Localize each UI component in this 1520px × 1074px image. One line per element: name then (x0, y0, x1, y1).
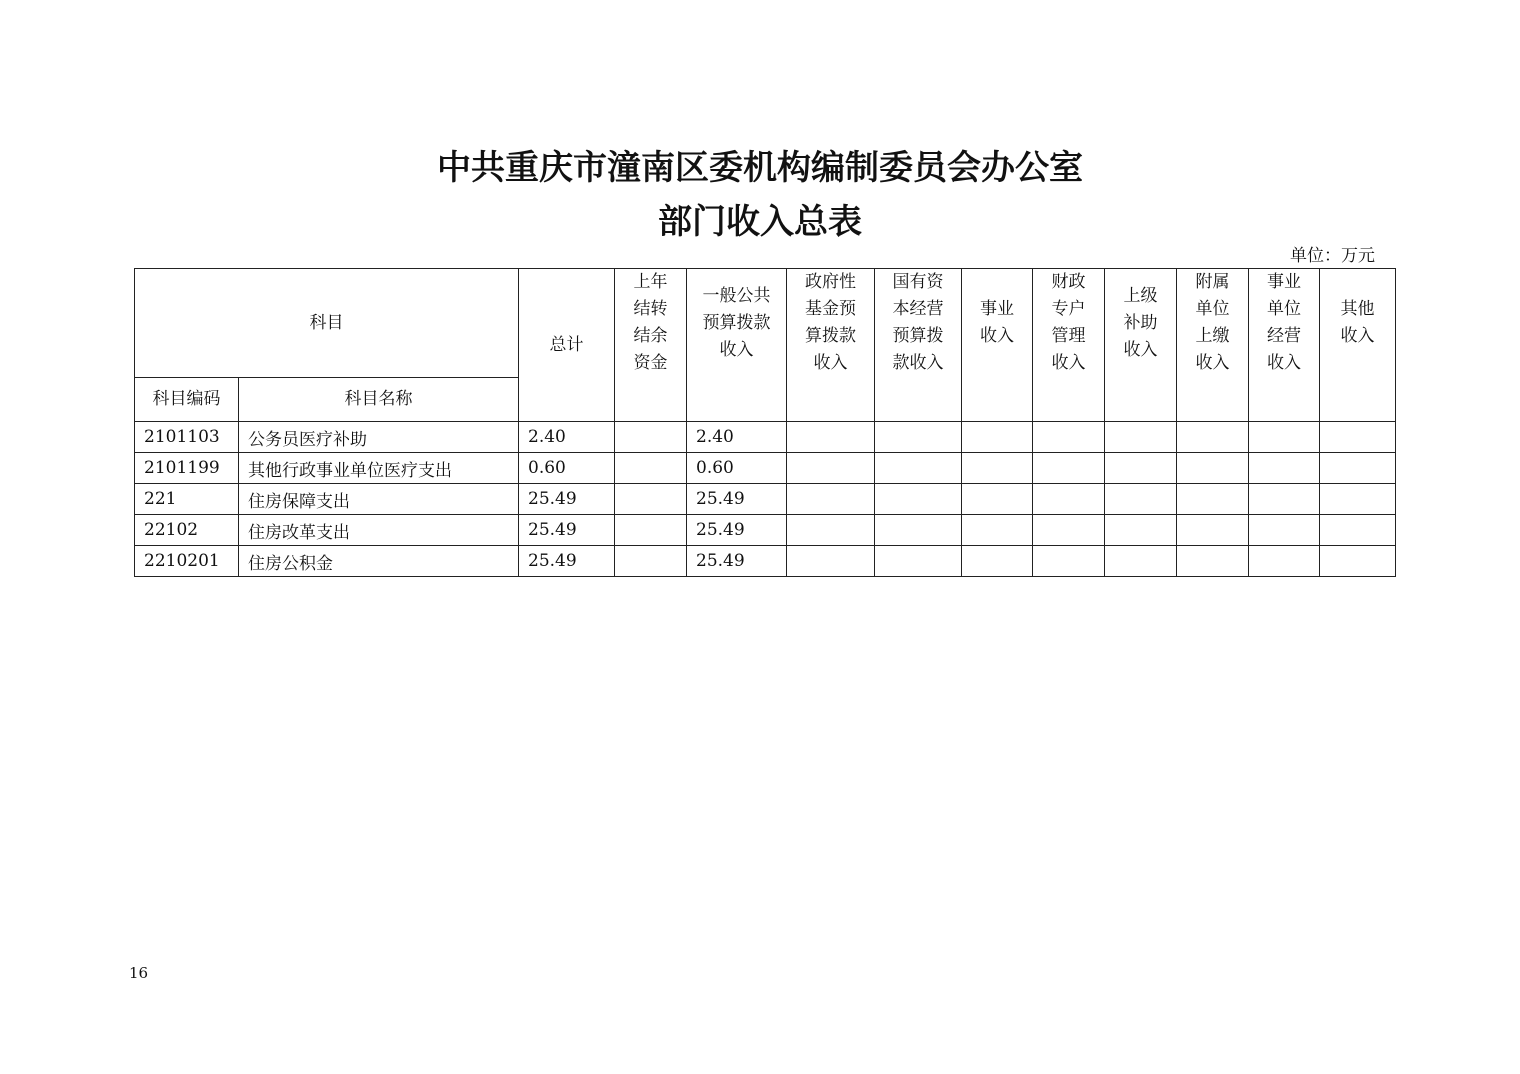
cell-state-capital (875, 484, 962, 515)
cell-gov-fund (787, 453, 875, 484)
table-header (135, 269, 1396, 422)
header-business-operation: 事业 单位 经营 收入 (1249, 269, 1320, 422)
cell-special-account (1033, 515, 1105, 546)
cell-state-capital (875, 422, 962, 453)
cell-business-income (962, 484, 1033, 515)
cell-total: 25.49 (519, 515, 615, 546)
cell-other-income (1320, 422, 1396, 453)
cell-special-account (1033, 422, 1105, 453)
cell-state-capital (875, 546, 962, 577)
page-number: 16 (129, 964, 149, 982)
header-affiliated-payment: 附属 单位 上缴 收入 (1177, 269, 1249, 422)
cell-total: 25.49 (519, 546, 615, 577)
table-row (135, 484, 1396, 515)
cell-general-budget: 25.49 (687, 546, 787, 577)
cell-general-budget: 2.40 (687, 422, 787, 453)
cell-business-income (962, 422, 1033, 453)
cell-subject-name: 公务员医疗补助 (239, 422, 519, 453)
cell-affiliated-payment (1177, 546, 1249, 577)
cell-subject-name: 住房保障支出 (239, 484, 519, 515)
header-gov-fund: 政府性 基金预 算拨款 收入 (787, 269, 875, 422)
cell-business-income (962, 515, 1033, 546)
cell-special-account (1033, 546, 1105, 577)
cell-affiliated-payment (1177, 422, 1249, 453)
cell-other-income (1320, 484, 1396, 515)
table-body (135, 422, 1396, 577)
cell-subject-code: 221 (135, 484, 239, 515)
cell-carryover (615, 546, 687, 577)
cell-general-budget: 0.60 (687, 453, 787, 484)
cell-business-operation (1249, 422, 1320, 453)
cell-state-capital (875, 453, 962, 484)
cell-total: 25.49 (519, 484, 615, 515)
cell-superior-subsidy (1105, 453, 1177, 484)
cell-other-income (1320, 546, 1396, 577)
cell-business-operation (1249, 453, 1320, 484)
header-general-budget: 一般公共 预算拨款 收入 (687, 269, 787, 422)
cell-state-capital (875, 515, 962, 546)
cell-carryover (615, 484, 687, 515)
header-special-account: 财政 专户 管理 收入 (1033, 269, 1105, 422)
header-carryover: 上年 结转 结余 资金 (615, 269, 687, 422)
cell-business-income (962, 546, 1033, 577)
income-summary-table (134, 268, 1396, 577)
unit-label: 单位：万元 (1290, 246, 1375, 266)
header-other-income: 其他 收入 (1320, 269, 1396, 422)
header-subject-code: 科目编码 (135, 378, 239, 422)
cell-business-operation (1249, 515, 1320, 546)
cell-superior-subsidy (1105, 422, 1177, 453)
cell-subject-name: 其他行政事业单位医疗支出 (239, 453, 519, 484)
table-row (135, 453, 1396, 484)
cell-subject-code: 2101199 (135, 453, 239, 484)
document-title: 中共重庆市潼南区委机构编制委员会办公室 (437, 148, 1083, 188)
cell-business-operation (1249, 484, 1320, 515)
cell-affiliated-payment (1177, 515, 1249, 546)
cell-gov-fund (787, 515, 875, 546)
cell-special-account (1033, 453, 1105, 484)
document-subtitle: 部门收入总表 (658, 202, 862, 242)
cell-gov-fund (787, 546, 875, 577)
header-total: 总计 (519, 269, 615, 422)
cell-carryover (615, 422, 687, 453)
table-row (135, 546, 1396, 577)
header-superior-subsidy: 上级 补助 收入 (1105, 269, 1177, 422)
header-business-income: 事业 收入 (962, 269, 1033, 422)
table-row (135, 515, 1396, 546)
cell-subject-code: 2210201 (135, 546, 239, 577)
cell-subject-code: 2101103 (135, 422, 239, 453)
cell-superior-subsidy (1105, 546, 1177, 577)
cell-superior-subsidy (1105, 484, 1177, 515)
cell-special-account (1033, 484, 1105, 515)
header-subject-name: 科目名称 (239, 378, 519, 422)
cell-carryover (615, 453, 687, 484)
table-row (135, 422, 1396, 453)
cell-general-budget: 25.49 (687, 515, 787, 546)
cell-total: 2.40 (519, 422, 615, 453)
cell-business-operation (1249, 546, 1320, 577)
cell-affiliated-payment (1177, 484, 1249, 515)
header-subject: 科目 (135, 269, 519, 378)
cell-business-income (962, 453, 1033, 484)
cell-affiliated-payment (1177, 453, 1249, 484)
header-state-capital: 国有资 本经营 预算拨 款收入 (875, 269, 962, 422)
cell-other-income (1320, 515, 1396, 546)
cell-carryover (615, 515, 687, 546)
cell-subject-name: 住房改革支出 (239, 515, 519, 546)
cell-superior-subsidy (1105, 515, 1177, 546)
cell-subject-name: 住房公积金 (239, 546, 519, 577)
cell-gov-fund (787, 422, 875, 453)
cell-general-budget: 25.49 (687, 484, 787, 515)
cell-gov-fund (787, 484, 875, 515)
cell-other-income (1320, 453, 1396, 484)
cell-subject-code: 22102 (135, 515, 239, 546)
cell-total: 0.60 (519, 453, 615, 484)
